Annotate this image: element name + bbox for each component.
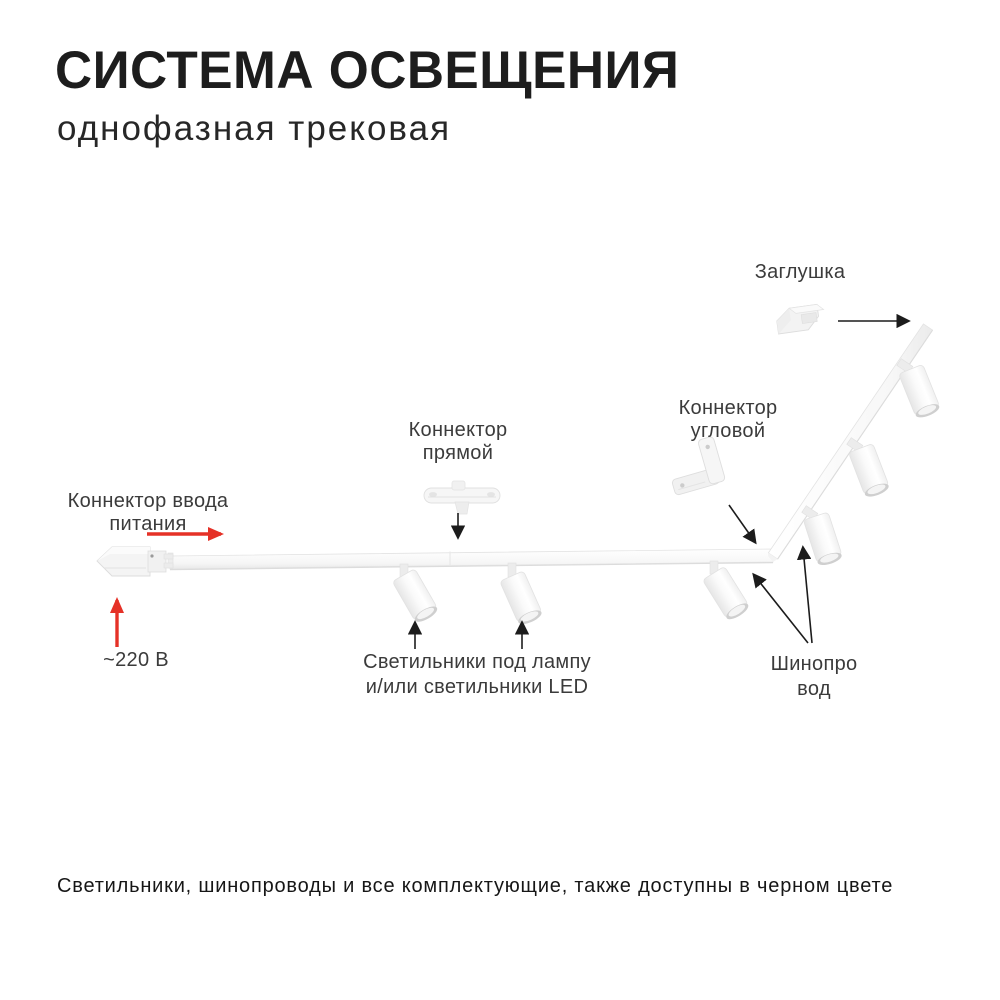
power-input-label: Коннектор ввода питания (67, 490, 229, 535)
track-arrow-left (754, 575, 808, 643)
straight-connector-label: Коннектор прямой (408, 419, 508, 464)
footer-note: Светильники, шинопроводы и все комплектующие, также доступны в черном цвете (57, 875, 894, 897)
corner-connector-arrow (729, 505, 755, 542)
corner-connector-label: Коннектор угловой (678, 397, 778, 442)
busbar-label: Шинопро вод (770, 653, 858, 700)
fixtures-label: Светильники под лампу и/или светильники LED (363, 651, 591, 698)
power-input-connector-graphic (97, 547, 173, 576)
spotlight-graphic (500, 563, 544, 627)
corner-connector-graphic (663, 436, 726, 496)
page-subtitle: однофазная трековая (57, 109, 452, 148)
spotlight-graphic (897, 359, 942, 421)
horizontal-track-graphic (168, 549, 773, 570)
track-arrow-right (803, 548, 812, 643)
spotlight-graphic (392, 564, 440, 625)
voltage-label: ~220 В (103, 649, 169, 671)
end-cap-label (755, 261, 846, 284)
end-cap-label-text: Заглушка (754, 261, 846, 283)
end-cap-graphic (775, 304, 826, 334)
spotlight-graphic (847, 438, 891, 500)
straight-connector-graphic (424, 481, 500, 514)
spotlight-graphic (702, 561, 751, 622)
page-title: СИСТЕМА ОСВЕЩЕНИЯ (55, 41, 680, 100)
spotlight-graphic (802, 506, 844, 568)
